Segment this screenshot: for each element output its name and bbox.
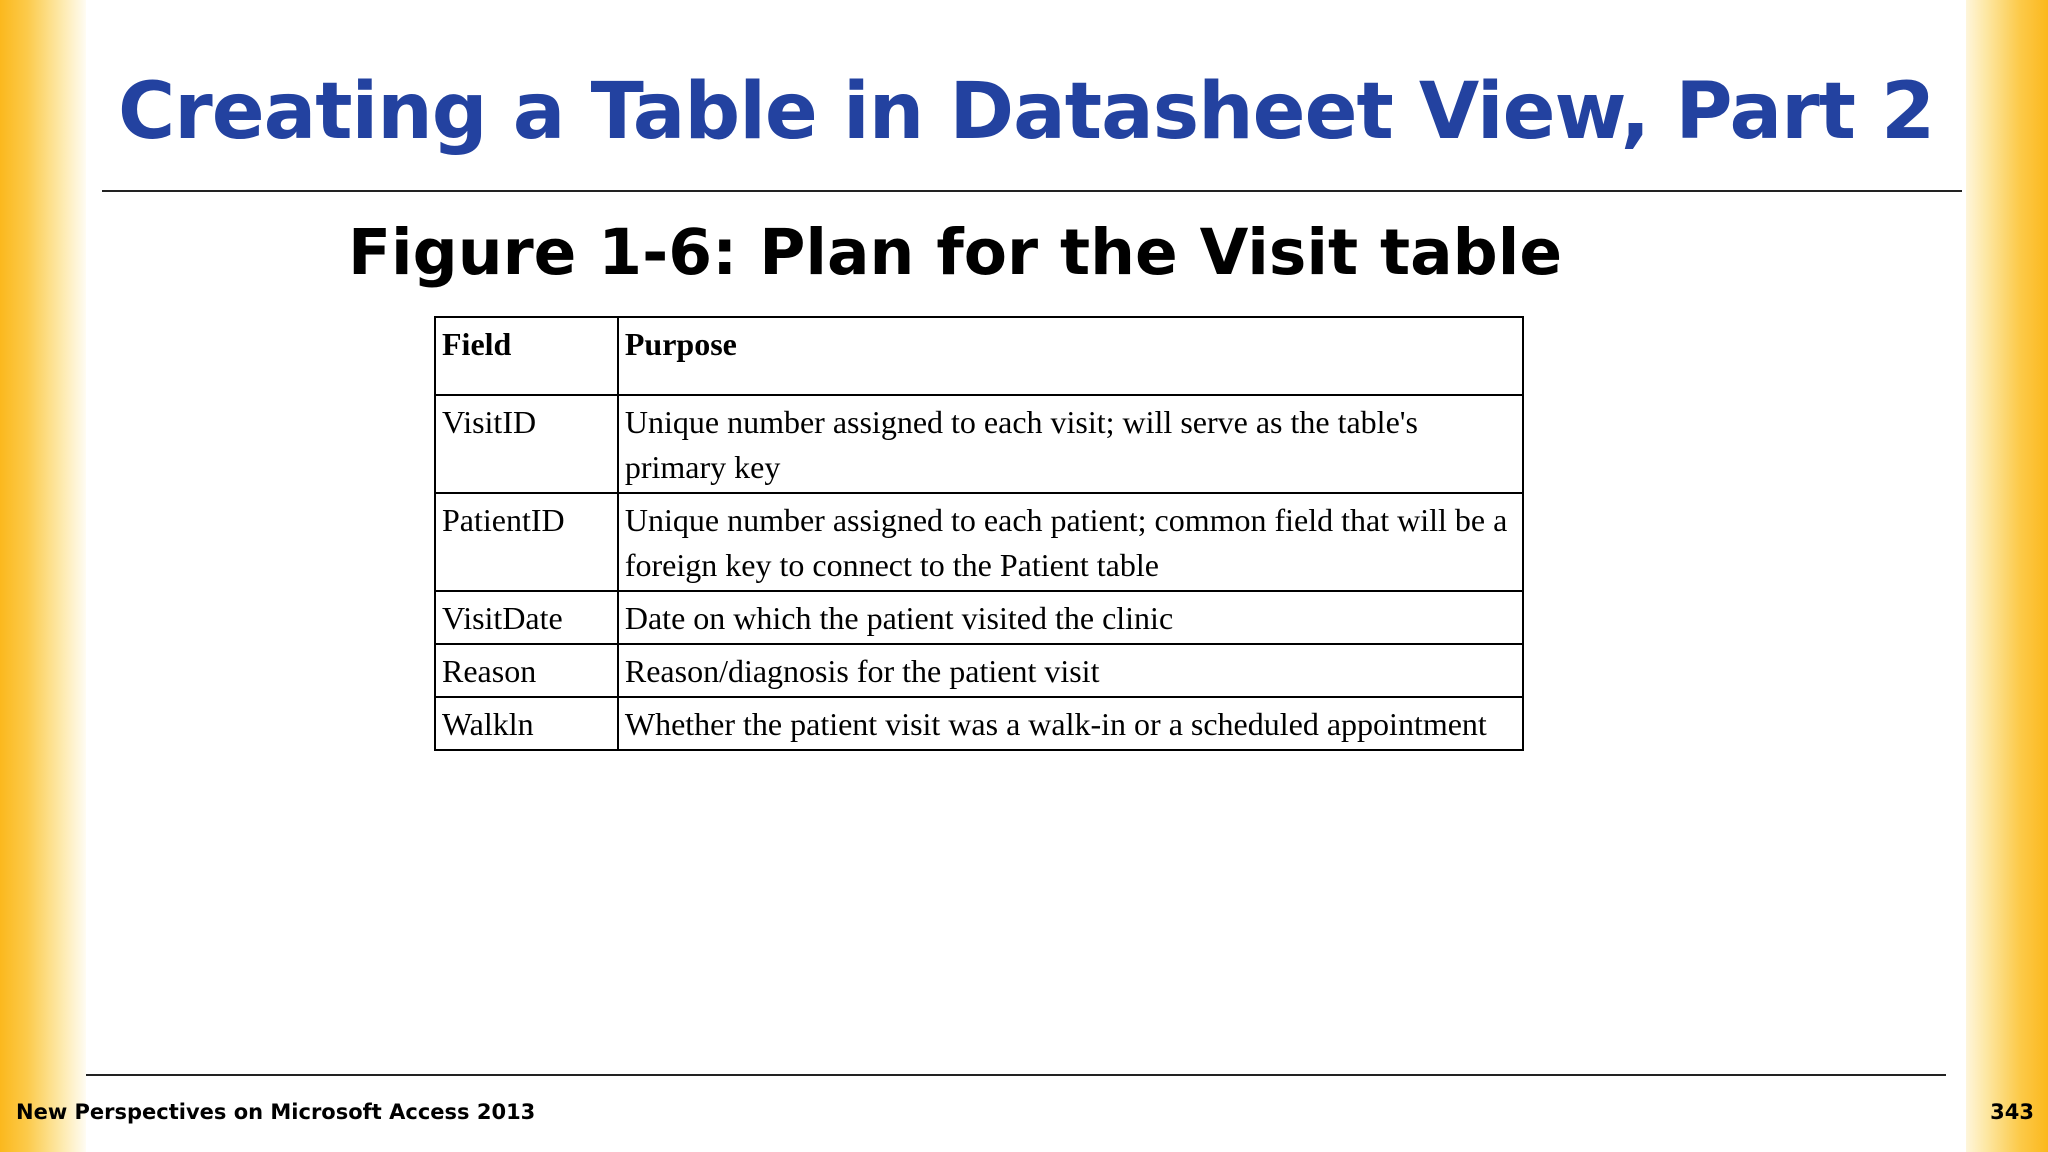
slide-title: Creating a Table in Datasheet View, Part 2: [118, 67, 1935, 157]
cell-field: VisitID: [435, 395, 618, 493]
cell-field: Reason: [435, 644, 618, 697]
table-row: [435, 644, 1523, 697]
table-row: [435, 395, 1523, 493]
right-gold-border: [1953, 0, 2048, 1152]
cell-purpose: Reason/diagnosis for the patient visit: [618, 644, 1523, 697]
header-purpose: Purpose: [618, 317, 1523, 395]
cell-purpose: Unique number assigned to each visit; will serve as the table's primary key: [618, 395, 1523, 493]
table-row: [435, 697, 1523, 750]
cell-field: VisitDate: [435, 591, 618, 644]
header-field: Field: [435, 317, 618, 395]
table-row: [435, 591, 1523, 644]
cell-field: PatientID: [435, 493, 618, 591]
left-gold-border: [0, 0, 90, 1152]
cell-purpose: Date on which the patient visited the clinic: [618, 591, 1523, 644]
cell-purpose: Unique number assigned to each patient; common field that will be a foreign key to connect to the Patient table: [618, 493, 1523, 591]
visit-table-plan: [434, 316, 1524, 751]
footer-book-title: New Perspectives on Microsoft Access 2013: [16, 1100, 536, 1124]
cell-field: Walkln: [435, 697, 618, 750]
figure-caption: Figure 1-6: Plan for the Visit table: [348, 216, 1563, 289]
footer-divider: [86, 1074, 1946, 1076]
table-header-row: [435, 317, 1523, 395]
title-divider: [102, 190, 1962, 192]
table-row: [435, 493, 1523, 591]
page-number: 343: [1990, 1100, 2034, 1124]
cell-purpose: Whether the patient visit was a walk-in or a scheduled appointment: [618, 697, 1523, 750]
